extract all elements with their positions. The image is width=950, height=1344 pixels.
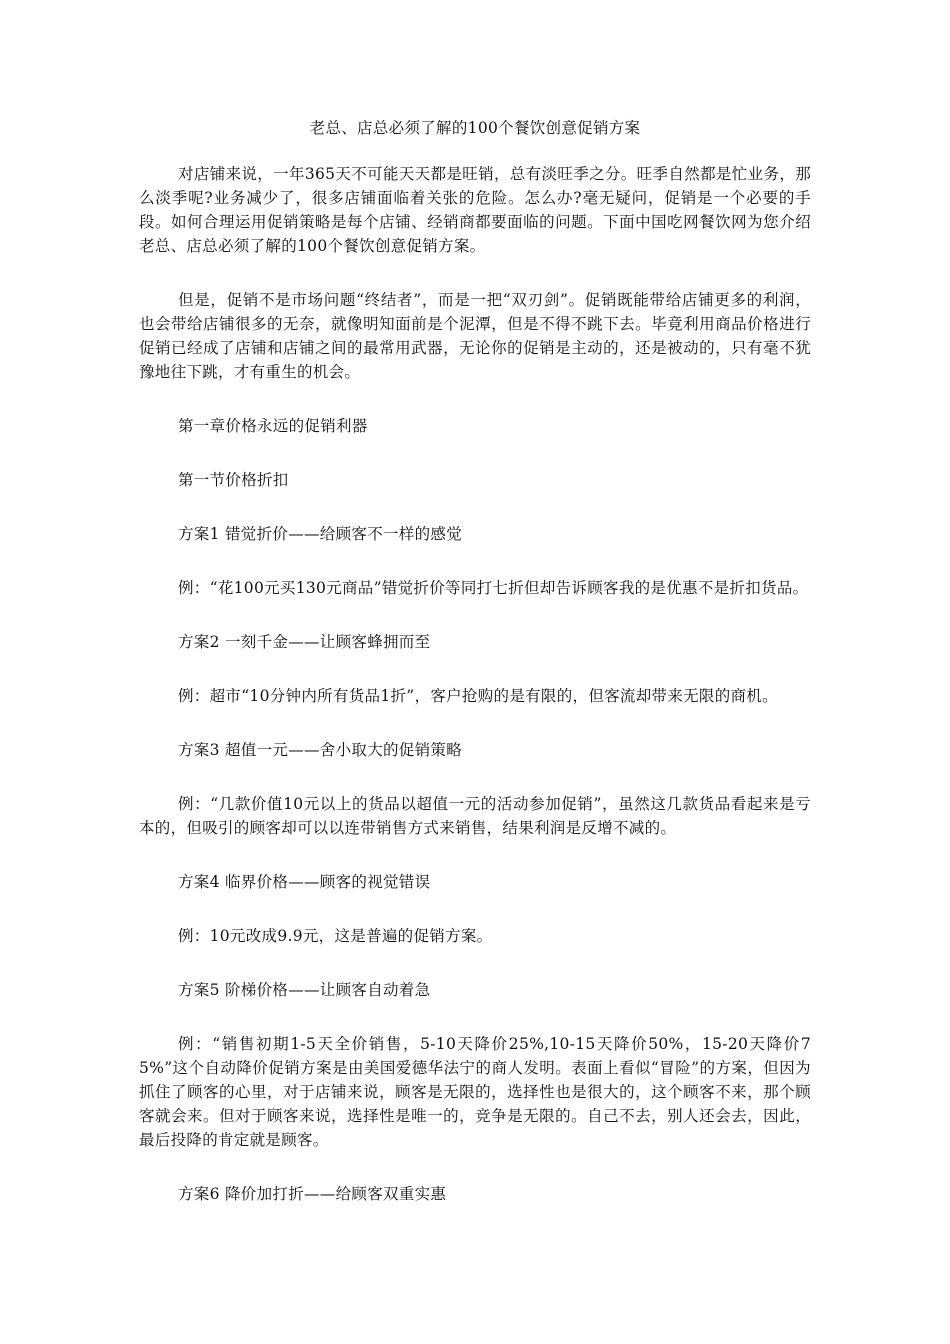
plan-3-heading: 方案3 超值一元——舍小取大的促销策略 xyxy=(178,741,462,759)
promotion-paragraph: 但是，促销不是市场问题“终结者”，而是一把“双刃剑”。促销既能带给店铺更多的利润，也会带给店铺很多的无奈，就像明知面前是个泥潭，但是不得不跳下去。毕竟利用商品价格进行促销已经成了店铺和店铺之间的最常用武器，无论你的促销是主动的，还是被动的，只有毫不犹豫地往下跳，才有重生的机会。 xyxy=(139,291,811,381)
plan-4-example: 例：10元改成9.9元，这是普遍的促销方案。 xyxy=(178,927,493,945)
section-heading: 第一节价格折扣 xyxy=(178,471,289,489)
chapter-heading: 第一章价格永远的促销利器 xyxy=(178,417,368,435)
plan-2-example: 例：超市“10分钟内所有货品1折”，客户抢购的是有限的，但客流却带来无限的商机。 xyxy=(178,687,778,705)
plan-4-heading: 方案4 临界价格——顾客的视觉错误 xyxy=(178,873,431,891)
plan-5-example: 例：“销售初期1-5天全价销售，5-10天降价25%,10-15天降价50%，15-20天降价75%”这个自动降价促销方案是由美国爱德华法宁的商人发明。表面上看似“冒险”的方案，但因为抓住了顾客的心里，对于店铺来说，顾客是无限的，选择性也是很大的，这个顾客不来，那个顾客就会来。但对于顾客来说，选择性是唯一的，竞争是无限的。自己不去，别人还会去，因此，最后投降的肯定就是顾客。 xyxy=(139,1035,811,1149)
plan-1-example: 例：“花100元买130元商品”错觉折价等同打七折但却告诉顾客我的是优惠不是折扣货品。 xyxy=(178,579,809,597)
intro-paragraph: 对店铺来说，一年365天不可能天天都是旺销，总有淡旺季之分。旺季自然都是忙业务，那么淡季呢?业务减少了，很多店铺面临着关张的危险。怎么办?毫无疑问，促销是一个必要的手段。如何合理运用促销策略是每个店铺、经销商都要面临的问题。下面中国吃网餐饮网为您介绍老总、店总必须了解的100个餐饮创意促销方案。 xyxy=(139,165,811,255)
plan-6-heading: 方案6 降价加打折——给顾客双重实惠 xyxy=(178,1185,447,1203)
plan-5-heading: 方案5 阶梯价格——让顾客自动着急 xyxy=(178,981,431,999)
plan-2-heading: 方案2 一刻千金——让顾客蜂拥而至 xyxy=(178,633,431,651)
plan-1-heading: 方案1 错觉折价——给顾客不一样的感觉 xyxy=(178,525,462,543)
document-title: 老总、店总必须了解的100个餐饮创意促销方案 xyxy=(309,119,641,137)
document-body xyxy=(139,116,811,1236)
plan-3-example: 例：“几款价值10元以上的货品以超值一元的活动参加促销”，虽然这几款货品看起来是亏本的，但吸引的顾客却可以以连带销售方式来销售，结果利润是反增不减的。 xyxy=(139,795,811,837)
